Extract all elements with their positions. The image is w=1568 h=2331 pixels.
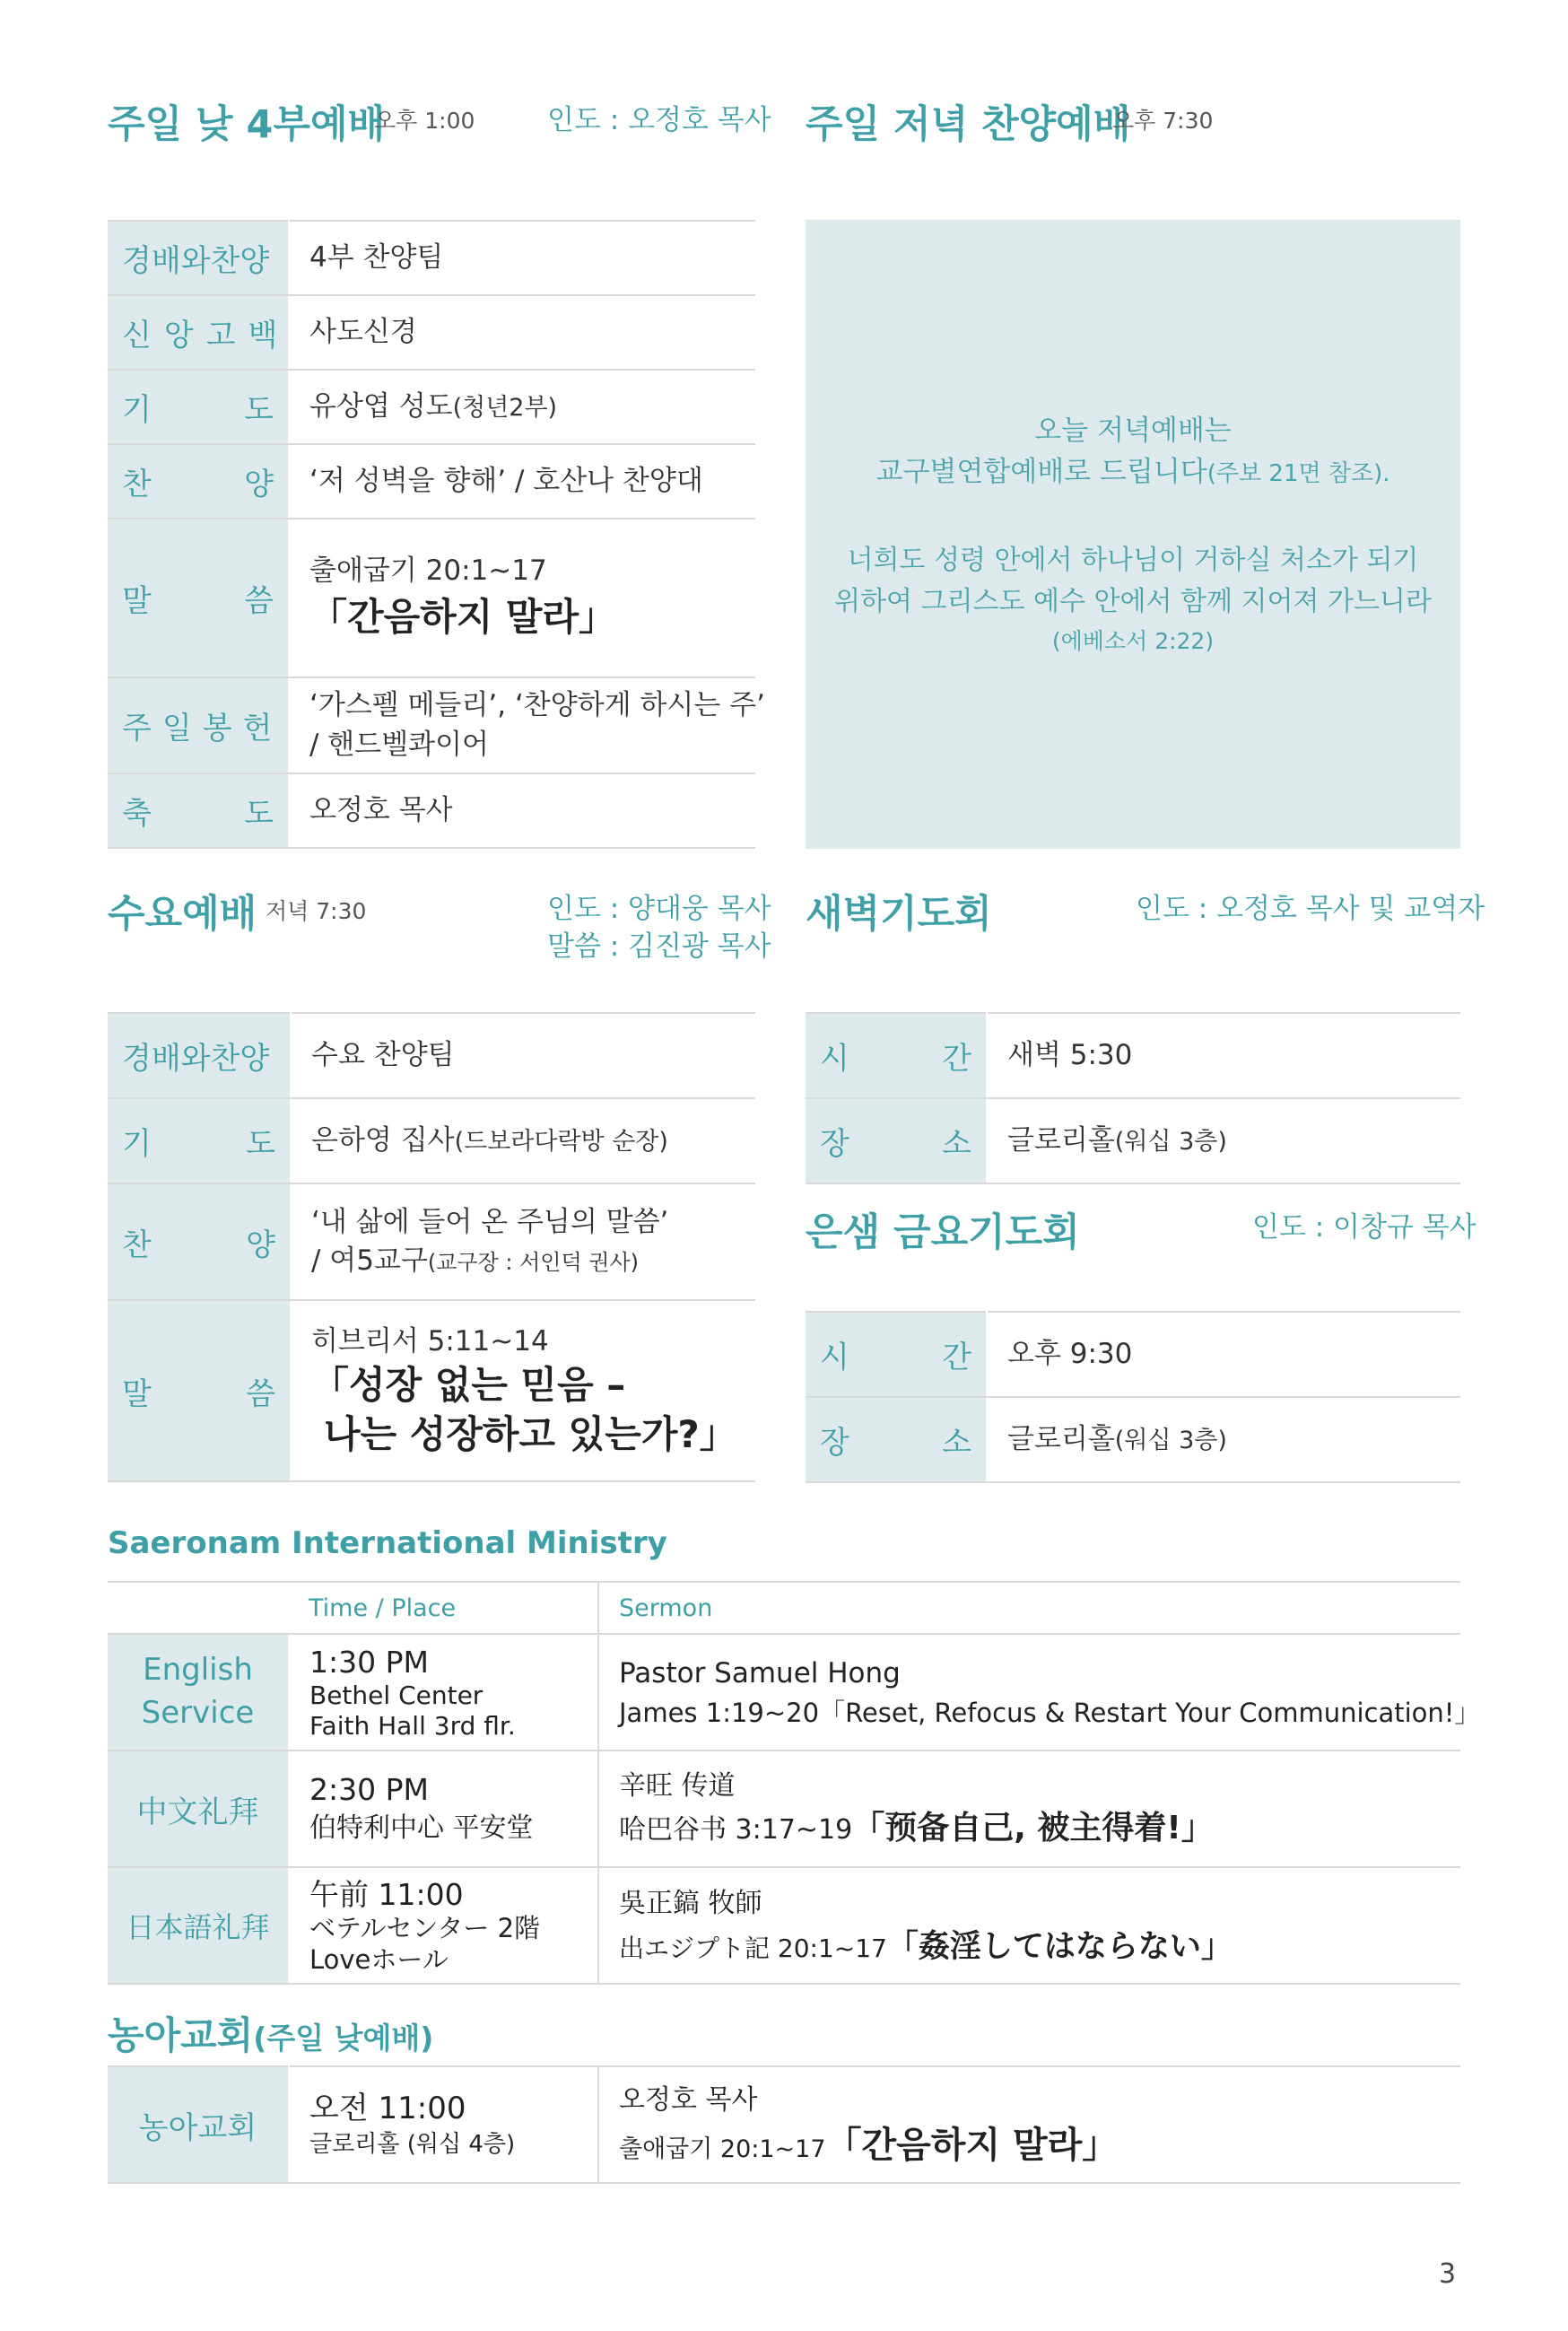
service-place: ベテルセンター 2階 [309, 1912, 541, 1943]
row-label [108, 1634, 289, 1750]
preacher: 辛旺 传道 [619, 1770, 736, 1803]
row-label: 경배와찬양 [122, 243, 270, 279]
verse-ref: (에베소서 2:22) [1051, 627, 1215, 654]
label-char: 시 [820, 1041, 849, 1077]
label-char: 말 [122, 1375, 152, 1412]
verse-line: 너희도 성령 안에서 하나님이 거하실 처소가 되기 [847, 544, 1419, 576]
table-row [108, 519, 755, 677]
row-value: 새벽 5:30 [987, 1013, 1460, 1098]
deaf-title-sub: (주일 낮예배) [253, 2021, 434, 2056]
row-value: 4부 찬양팀 [289, 221, 755, 295]
row-label: 농아교회 [108, 2066, 289, 2183]
table-row [806, 1098, 1460, 1183]
friday-lead: 인도 : 이창규 목사 [1252, 1211, 1477, 1244]
table-row [108, 2066, 1460, 2183]
table-row [108, 773, 755, 848]
preacher: Pastor Samuel Hong [619, 1657, 901, 1690]
table-row [108, 1300, 755, 1481]
table-row [806, 1397, 1460, 1482]
table-row [108, 370, 755, 444]
table-row [108, 1750, 1460, 1867]
row-value: 오정호 목사 [289, 773, 755, 848]
row-value: 오후 9:30 [987, 1312, 1460, 1397]
table-row [108, 444, 755, 519]
notice-line: 오늘 저녁예배는 [1034, 414, 1232, 447]
label-char: 시 [820, 1340, 849, 1375]
sermon-cell [291, 1300, 755, 1481]
label-char: 찬 [122, 1227, 152, 1263]
label-char: 도 [244, 392, 274, 428]
value-main: / 여5교구 [311, 1244, 428, 1277]
label-line: Service [141, 1695, 255, 1731]
row-label: 中文礼拜 [108, 1750, 289, 1867]
row-label [122, 385, 274, 429]
intl-title: Saeronam International Ministry [108, 1525, 667, 1561]
label-char: 도 [244, 796, 274, 832]
table-row [108, 1098, 755, 1183]
label-char: 장 [820, 1425, 849, 1461]
sermon-title: 「간음하지 말라」 [825, 2124, 1119, 2166]
value-main: 유상엽 성도 [309, 389, 453, 423]
table-row [806, 1312, 1460, 1397]
sermon-cell [598, 1634, 1481, 1750]
table-row [108, 1867, 1460, 1984]
label-char: 소 [942, 1126, 971, 1162]
wednesday-title: 수요예배 [108, 892, 257, 937]
row-label [820, 1119, 971, 1163]
table-row [108, 221, 755, 295]
value-line: ‘내 삶에 들어 온 주님의 말씀’ [311, 1205, 669, 1238]
time-place-cell [289, 1634, 598, 1750]
row-label [122, 1220, 275, 1264]
notice-main: 교구별연합예배로 드립니다 [875, 456, 1207, 488]
dawn-title: 새벽기도회 [806, 892, 992, 937]
row-label [820, 1034, 971, 1078]
friday-table [806, 1311, 1460, 1483]
row-label [122, 1119, 275, 1163]
value-main: 글로리홀 [1007, 1422, 1115, 1455]
notice-line [876, 451, 1390, 493]
sermon-text [619, 2120, 1460, 2170]
row-label [122, 576, 274, 620]
table-row [108, 1634, 1460, 1750]
value-main: 은하영 집사 [311, 1123, 455, 1157]
row-value: 수요 찬양팀 [291, 1013, 755, 1098]
sunday4-table [108, 220, 765, 849]
label-char: 장 [820, 1126, 849, 1162]
value-small: (워십 3층) [1114, 1127, 1227, 1156]
table-row [108, 1013, 755, 1098]
value-main: 글로리홀 [1007, 1123, 1115, 1157]
deaf-title [108, 2006, 433, 2060]
service-place: 伯特利中心 平安堂 [309, 1812, 534, 1845]
verse-line: 위하여 그리스도 예수 안에서 함께 지어져 가느니라 [834, 586, 1432, 617]
sunday4-lead: 인도 : 오정호 목사 [547, 104, 771, 136]
row-label [122, 789, 274, 833]
row-label: 주일봉헌 [122, 711, 283, 746]
value-small: (청년2부) [452, 393, 558, 422]
service-place: Loveホール [309, 1943, 449, 1975]
wednesday-table [108, 1012, 755, 1482]
row-value [289, 370, 755, 444]
row-value [987, 1098, 1460, 1183]
row-value [289, 677, 765, 773]
sermon-ref: 히브리서 5:11~14 [311, 1324, 549, 1358]
row-value [987, 1397, 1460, 1482]
table-header-row [108, 1582, 1460, 1634]
table-row [108, 677, 755, 773]
value-small: (교구장 : 서인덕 권사) [427, 1250, 640, 1275]
row-label: 경배와찬양 [122, 1041, 270, 1077]
preacher: 吳正鎬 牧師 [619, 1887, 762, 1919]
sermon-title: 「姦淫してはならない」 [886, 1928, 1233, 1965]
sermon-text [619, 1925, 1460, 1969]
label-char: 간 [942, 1041, 971, 1077]
service-time: 午前 11:00 [309, 1876, 464, 1912]
friday-title: 은샘 금요기도회 [806, 1210, 1080, 1255]
value-line: ‘가스펠 메들리’, ‘찬양하게 하시는 주’ [309, 689, 765, 722]
label-char: 도 [246, 1126, 275, 1162]
sermon-ref: 哈巴谷书 3:17~19 [619, 1814, 853, 1846]
sermon-title: 나는 성장하고 있는가?」 [324, 1411, 737, 1456]
deaf-title-main: 농아교회 [108, 2013, 254, 2057]
notice-small: (주보 21면 참조). [1206, 460, 1390, 487]
sermon-cell [598, 2066, 1460, 2183]
sermon-title: 「성장 없는 믿음 – [311, 1363, 626, 1408]
intl-table [108, 1581, 1481, 1985]
sermon-cell [598, 1867, 1460, 1984]
column-header: Time / Place [289, 1582, 598, 1634]
sermon-text: James 1:19~20「Reset, Refocus & Restart Your Communication!」 [619, 1697, 1481, 1728]
preacher: 오정호 목사 [619, 2083, 758, 2116]
wednesday-time: 저녁 7:30 [266, 898, 367, 924]
sermon-cell [598, 1750, 1460, 1867]
dawn-table [806, 1012, 1460, 1184]
label-char: 씀 [244, 583, 274, 619]
time-place-cell [289, 2066, 598, 2183]
label-char: 기 [122, 1126, 152, 1162]
evening-time: 오후 7:30 [1112, 108, 1214, 134]
table-row [806, 1013, 1460, 1098]
time-place-cell [289, 1750, 598, 1867]
sermon-ref: 出エジプト記 20:1~17 [619, 1933, 887, 1963]
label-char: 간 [942, 1340, 971, 1375]
value-small: (워십 3층) [1114, 1426, 1227, 1454]
row-value: ‘저 성벽을 향해’ / 호산나 찬양대 [289, 444, 755, 519]
label-char: 축 [122, 796, 152, 832]
page-number: 3 [1439, 2258, 1457, 2290]
evening-title: 주일 저녁 찬양예배 [806, 102, 1131, 147]
row-label: 신앙고백 [122, 318, 291, 354]
service-place: 글로리홀 (워십 4층) [309, 2131, 516, 2159]
deaf-table [108, 2065, 1460, 2184]
dawn-lead: 인도 : 오정호 목사 및 교역자 [1136, 893, 1485, 925]
row-label [820, 1418, 971, 1462]
label-char: 찬 [122, 467, 152, 502]
row-value [291, 1183, 755, 1300]
row-value [291, 1098, 755, 1183]
sermon-cell [289, 519, 755, 677]
label-char: 말 [122, 583, 152, 619]
sermon-ref: 출애굽기 20:1~17 [309, 554, 547, 588]
sermon-title: 「간음하지 말라」 [309, 594, 617, 639]
table-row [108, 1183, 755, 1300]
label-char: 기 [122, 392, 152, 428]
value-line: / 핸드벨콰이어 [309, 728, 489, 761]
value-line [311, 1242, 755, 1280]
row-label [122, 1369, 275, 1413]
row-value: 사도신경 [289, 295, 755, 370]
time-place-cell [289, 1867, 598, 1984]
column-header: Sermon [598, 1582, 1460, 1634]
label-char: 양 [244, 467, 274, 502]
wednesday-lead: 인도 : 양대웅 목사 [547, 893, 771, 925]
row-label: 日本語礼拜 [108, 1867, 289, 1984]
service-time: 오전 11:00 [309, 2090, 466, 2126]
table-row [108, 295, 755, 370]
wednesday-preacher: 말씀 : 김진광 목사 [547, 930, 771, 963]
label-line: English [143, 1652, 253, 1689]
sermon-title: 「预备自己, 被主得着!」 [852, 1810, 1214, 1847]
value-small: (드보라다락방 순장) [454, 1127, 668, 1156]
service-time: 1:30 PM [309, 1644, 429, 1680]
evening-notice [806, 220, 1460, 849]
row-label [122, 459, 274, 503]
label-char: 씀 [246, 1375, 275, 1412]
service-time: 2:30 PM [309, 1772, 429, 1808]
sermon-ref: 출애굽기 20:1~17 [619, 2135, 826, 2163]
sunday4-title: 주일 낮 4부예배 [108, 102, 386, 147]
label-char: 소 [942, 1425, 971, 1461]
row-label [820, 1332, 971, 1376]
sunday4-time: 오후 1:00 [374, 108, 475, 134]
service-place: Bethel Center [309, 1681, 483, 1711]
sermon-text [619, 1806, 1460, 1851]
service-place: Faith Hall 3rd flr. [309, 1710, 516, 1741]
label-char: 양 [246, 1227, 275, 1263]
